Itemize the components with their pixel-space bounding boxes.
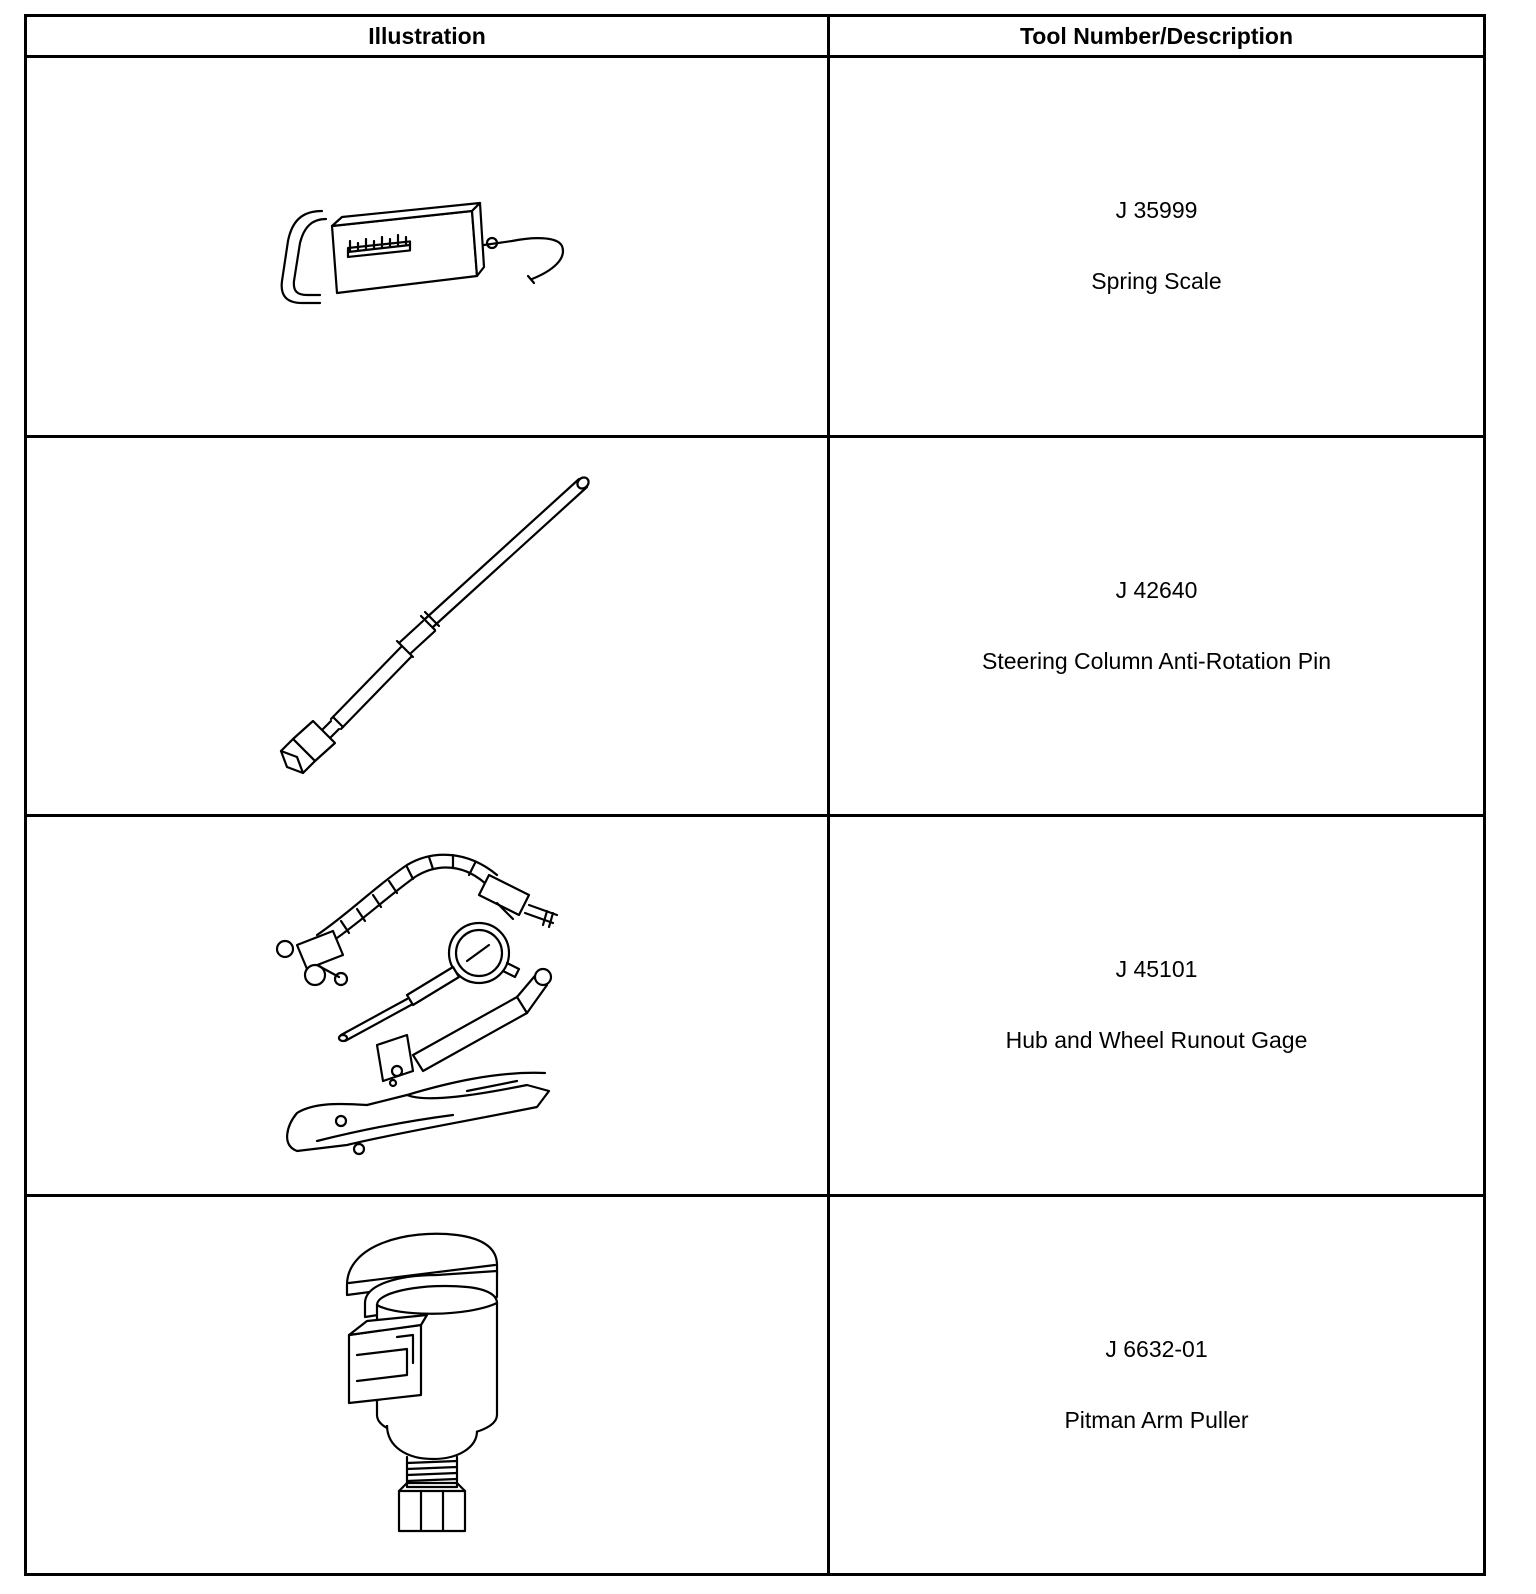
tool-number: J 35999: [1115, 197, 1198, 224]
illustration-cell: [26, 57, 829, 437]
description-cell: [829, 1195, 1485, 1575]
header-tool-number-description: Tool Number/Description: [829, 16, 1485, 57]
illustration-cell: [26, 1195, 829, 1575]
tool-number: J 42640: [1115, 576, 1198, 603]
tool-description: Spring Scale: [1091, 268, 1222, 295]
illustration-cell: [26, 436, 829, 816]
description-cell: [829, 436, 1485, 816]
spring-scale-icon: [262, 181, 592, 311]
runout-gage-icon: [257, 845, 597, 1165]
special-tools-table: [24, 14, 1486, 1576]
description-cell: [829, 816, 1485, 1196]
table-header-row: [26, 16, 1485, 57]
tool-description: Hub and Wheel Runout Gage: [1005, 1027, 1308, 1054]
table-row: [26, 57, 1485, 437]
illustration-cell: [26, 816, 829, 1196]
table-row: [26, 1195, 1485, 1575]
tool-description: Pitman Arm Puller: [1064, 1406, 1249, 1433]
tool-description: Steering Column Anti-Rotation Pin: [981, 647, 1332, 674]
anti-rotation-pin-icon: [257, 471, 597, 781]
tool-number: J 6632-01: [1105, 1335, 1208, 1362]
tool-number: J 45101: [1115, 956, 1198, 983]
table-row: [26, 436, 1485, 816]
header-illustration: Illustration: [26, 16, 829, 57]
pitman-arm-puller-icon: [337, 1225, 517, 1545]
table-row: [26, 816, 1485, 1196]
description-cell: [829, 57, 1485, 437]
